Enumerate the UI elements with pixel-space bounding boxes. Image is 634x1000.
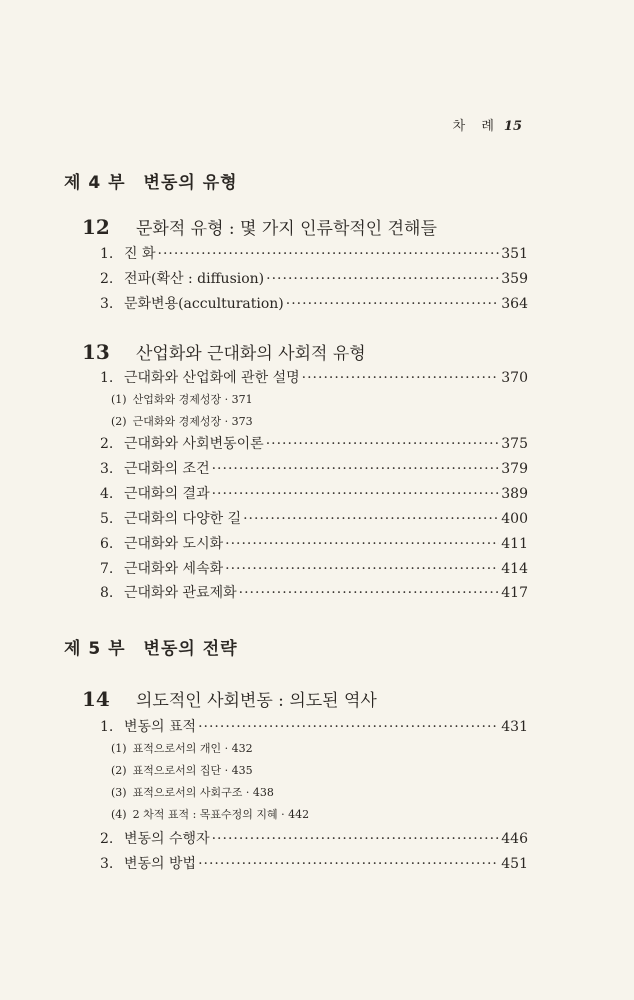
entry-title: 근대화와 관료제화	[124, 585, 237, 601]
entry-number: 5.	[100, 511, 114, 527]
dot-leader	[212, 831, 500, 847]
entry-title: 전파(확산 : diffusion)	[124, 271, 265, 287]
toc-entry[interactable]	[100, 533, 528, 553]
subentry-number: (1)	[111, 393, 127, 406]
toc-entry[interactable]	[100, 293, 528, 313]
toc-entry[interactable]	[100, 508, 528, 528]
subentry-number: (3)	[111, 786, 127, 799]
header-page-number: 15	[503, 119, 522, 134]
dot-leader	[198, 856, 499, 872]
dot-leader	[266, 436, 500, 452]
entry-number: 8.	[100, 585, 114, 601]
entry-page: 400	[501, 511, 528, 527]
subentry-text: 표적으로서의 개인 · 432	[132, 742, 253, 755]
dot-leader	[212, 461, 500, 477]
toc-entry[interactable]	[100, 558, 528, 578]
toc-entry[interactable]	[100, 716, 528, 736]
toc-entry[interactable]	[100, 458, 528, 478]
entry-title: 근대화의 결과	[124, 486, 210, 502]
chapter-heading	[82, 339, 534, 364]
toc-entry[interactable]	[100, 483, 528, 503]
subentry-text: 산업화와 경제성장 · 371	[132, 393, 253, 406]
part-number: 제 4 부	[64, 173, 126, 193]
entry-number: 2.	[100, 436, 114, 452]
header-title: 차 례	[452, 119, 500, 134]
dot-leader	[302, 370, 500, 386]
dot-leader	[266, 271, 499, 287]
entry-page: 379	[501, 461, 528, 477]
dot-leader	[212, 486, 500, 502]
toc-subentry[interactable]	[111, 806, 309, 822]
entry-title: 변동의 수행자	[124, 831, 210, 847]
entry-number: 3.	[100, 856, 114, 872]
entry-title: 근대화의 조건	[124, 461, 210, 477]
chapter-title: 문화적 유형 : 몇 가지 인류학적인 견해들	[136, 219, 437, 239]
dot-leader	[198, 719, 499, 735]
toc-subentry[interactable]	[111, 784, 274, 800]
entry-title: 근대화와 도시화	[124, 536, 224, 552]
entry-number: 1.	[100, 370, 114, 386]
toc-entry[interactable]	[100, 367, 528, 387]
chapter-heading	[82, 686, 534, 711]
entry-page: 417	[501, 585, 528, 601]
dot-leader	[158, 246, 500, 262]
part-title: 변동의 유형	[143, 173, 238, 193]
entry-page: 451	[501, 856, 528, 872]
subentry-text: 2 차적 표적 : 목표수정의 지혜 · 442	[132, 808, 310, 821]
entry-number: 2.	[100, 271, 114, 287]
entry-number: 2.	[100, 831, 114, 847]
chapter-heading	[82, 214, 534, 239]
entry-title: 근대화와 세속화	[124, 561, 224, 577]
chapter-number: 14	[82, 687, 110, 711]
toc-entry[interactable]	[100, 853, 528, 873]
dot-leader	[225, 536, 499, 552]
toc-entry[interactable]	[100, 828, 528, 848]
entry-page: 359	[501, 271, 528, 287]
entry-number: 7.	[100, 561, 114, 577]
running-header	[453, 115, 522, 134]
chapter-title: 산업화와 근대화의 사회적 유형	[136, 344, 366, 364]
entry-title: 변동의 방법	[124, 856, 197, 872]
entry-page: 446	[501, 831, 528, 847]
toc-subentry[interactable]	[111, 413, 253, 429]
entry-title: 근대화와 사회변동이론	[124, 436, 264, 452]
chapter-title: 의도적인 사회변동 : 의도된 역사	[136, 691, 377, 711]
entry-title: 근대화의 다양한 길	[124, 511, 242, 527]
toc-entry[interactable]	[100, 433, 528, 453]
toc-entry[interactable]	[100, 268, 528, 288]
entry-page: 351	[501, 246, 528, 262]
dot-leader	[243, 511, 499, 527]
chapter-number: 12	[82, 215, 110, 239]
entry-page: 389	[501, 486, 528, 502]
part-title: 변동의 전략	[143, 639, 238, 659]
part-number: 제 5 부	[64, 639, 126, 659]
toc-subentry[interactable]	[111, 391, 253, 407]
subentry-text: 표적으로서의 사회구조 · 438	[132, 786, 274, 799]
entry-number: 4.	[100, 486, 114, 502]
entry-number: 1.	[100, 246, 114, 262]
entry-page: 431	[501, 719, 528, 735]
entry-number: 3.	[100, 296, 114, 312]
subentry-number: (2)	[111, 764, 127, 777]
part-heading	[64, 168, 238, 193]
part-heading	[64, 634, 238, 659]
subentry-number: (1)	[111, 742, 127, 755]
entry-number: 1.	[100, 719, 114, 735]
entry-page: 370	[501, 370, 528, 386]
dot-leader	[225, 561, 499, 577]
entry-page: 414	[501, 561, 528, 577]
entry-title: 근대화와 산업화에 관한 설명	[124, 370, 300, 386]
chapter-number: 13	[82, 340, 110, 364]
entry-title: 문화변용(acculturation)	[124, 296, 284, 312]
entry-title: 진 화	[124, 246, 156, 262]
entry-number: 6.	[100, 536, 114, 552]
entry-page: 375	[501, 436, 528, 452]
toc-subentry[interactable]	[111, 762, 253, 778]
entry-page: 411	[501, 536, 528, 552]
toc-subentry[interactable]	[111, 740, 253, 756]
subentry-text: 표적으로서의 집단 · 435	[132, 764, 253, 777]
subentry-text: 근대화와 경제성장 · 373	[132, 415, 253, 428]
toc-entry[interactable]	[100, 243, 528, 263]
subentry-number: (2)	[111, 415, 127, 428]
entry-title: 변동의 표적	[124, 719, 197, 735]
entry-number: 3.	[100, 461, 114, 477]
dot-leader	[239, 585, 500, 601]
entry-page: 364	[501, 296, 528, 312]
subentry-number: (4)	[111, 808, 127, 821]
dot-leader	[286, 296, 499, 312]
toc-entry[interactable]	[100, 582, 528, 602]
